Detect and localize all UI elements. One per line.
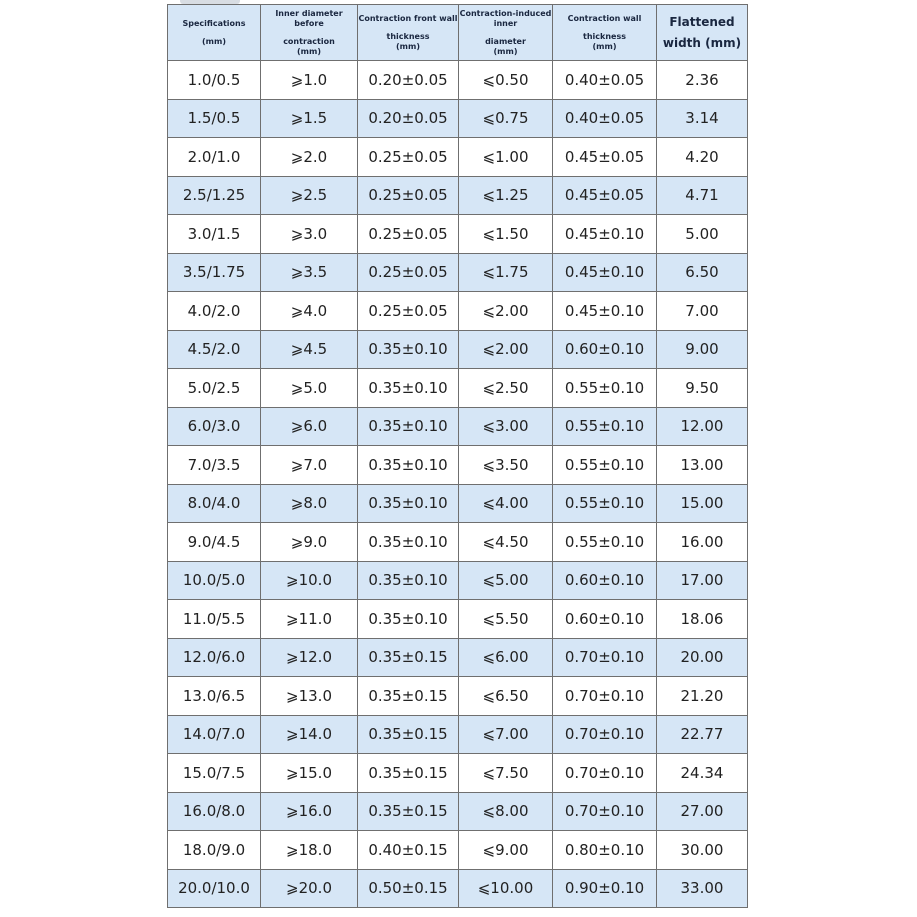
cell-wall-thickness: 0.55±0.10: [553, 484, 657, 523]
cell-front-wall-thickness: 0.25±0.05: [358, 138, 459, 177]
cell-front-wall-thickness: 0.20±0.05: [358, 61, 459, 100]
cell-flattened-width: 20.00: [657, 638, 748, 677]
cell-induced-inner-diameter: ⩽2.50: [459, 369, 553, 408]
cell-inner-diameter-before: ⩾2.0: [261, 138, 358, 177]
cell-front-wall-thickness: 0.35±0.10: [358, 561, 459, 600]
cell-inner-diameter-before: ⩾8.0: [261, 484, 358, 523]
table-row: [168, 831, 748, 870]
cell-flattened-width: 3.14: [657, 99, 748, 138]
cell-inner-diameter-before: ⩾13.0: [261, 677, 358, 716]
cell-wall-thickness: 0.55±0.10: [553, 446, 657, 485]
cell-induced-inner-diameter: ⩽5.00: [459, 561, 553, 600]
cell-flattened-width: 22.77: [657, 715, 748, 754]
table-row: [168, 715, 748, 754]
cell-flattened-width: 4.20: [657, 138, 748, 177]
table-header: [168, 5, 748, 61]
cell-induced-inner-diameter: ⩽3.50: [459, 446, 553, 485]
cell-specification: 20.0/10.0: [168, 869, 261, 908]
cell-inner-diameter-before: ⩾3.0: [261, 215, 358, 254]
cell-induced-inner-diameter: ⩽9.00: [459, 831, 553, 870]
cell-flattened-width: 16.00: [657, 523, 748, 562]
cell-specification: 10.0/5.0: [168, 561, 261, 600]
cell-flattened-width: 7.00: [657, 292, 748, 331]
cell-inner-diameter-before: ⩾1.0: [261, 61, 358, 100]
cell-specification: 8.0/4.0: [168, 484, 261, 523]
cell-wall-thickness: 0.55±0.10: [553, 369, 657, 408]
cell-specification: 1.5/0.5: [168, 99, 261, 138]
cell-flattened-width: 30.00: [657, 831, 748, 870]
table-row: [168, 215, 748, 254]
specification-table: [167, 4, 748, 908]
cell-wall-thickness: 0.40±0.05: [553, 99, 657, 138]
table-row: [168, 138, 748, 177]
cell-flattened-width: 21.20: [657, 677, 748, 716]
cell-front-wall-thickness: 0.40±0.15: [358, 831, 459, 870]
cell-front-wall-thickness: 0.35±0.15: [358, 715, 459, 754]
table-row: [168, 330, 748, 369]
cell-flattened-width: 17.00: [657, 561, 748, 600]
cell-wall-thickness: 0.45±0.10: [553, 253, 657, 292]
cell-inner-diameter-before: ⩾9.0: [261, 523, 358, 562]
table-row: [168, 792, 748, 831]
cell-flattened-width: 15.00: [657, 484, 748, 523]
cell-specification: 13.0/6.5: [168, 677, 261, 716]
cell-induced-inner-diameter: ⩽5.50: [459, 600, 553, 639]
cell-specification: 2.5/1.25: [168, 176, 261, 215]
cell-induced-inner-diameter: ⩽7.50: [459, 754, 553, 793]
cell-induced-inner-diameter: ⩽0.75: [459, 99, 553, 138]
cell-wall-thickness: 0.70±0.10: [553, 754, 657, 793]
cell-wall-thickness: 0.60±0.10: [553, 330, 657, 369]
cell-wall-thickness: 0.70±0.10: [553, 677, 657, 716]
table-row: [168, 253, 748, 292]
cell-front-wall-thickness: 0.35±0.10: [358, 446, 459, 485]
table-row: [168, 561, 748, 600]
cell-flattened-width: 9.00: [657, 330, 748, 369]
cell-specification: 14.0/7.0: [168, 715, 261, 754]
cell-specification: 1.0/0.5: [168, 61, 261, 100]
header-row: [168, 5, 748, 61]
header-induced-inner-diameter: Contraction-induced inner diameter (mm): [459, 5, 553, 61]
cell-flattened-width: 18.06: [657, 600, 748, 639]
cell-front-wall-thickness: 0.20±0.05: [358, 99, 459, 138]
cell-inner-diameter-before: ⩾2.5: [261, 176, 358, 215]
cell-flattened-width: 13.00: [657, 446, 748, 485]
cell-specification: 9.0/4.5: [168, 523, 261, 562]
cell-front-wall-thickness: 0.25±0.05: [358, 253, 459, 292]
cell-flattened-width: 2.36: [657, 61, 748, 100]
cell-wall-thickness: 0.40±0.05: [553, 61, 657, 100]
cell-inner-diameter-before: ⩾3.5: [261, 253, 358, 292]
table-row: [168, 754, 748, 793]
cell-front-wall-thickness: 0.35±0.10: [358, 484, 459, 523]
cell-induced-inner-diameter: ⩽2.00: [459, 292, 553, 331]
cell-wall-thickness: 0.70±0.10: [553, 638, 657, 677]
cell-specification: 7.0/3.5: [168, 446, 261, 485]
cell-flattened-width: 9.50: [657, 369, 748, 408]
cell-induced-inner-diameter: ⩽1.50: [459, 215, 553, 254]
cell-induced-inner-diameter: ⩽6.50: [459, 677, 553, 716]
cell-inner-diameter-before: ⩾4.0: [261, 292, 358, 331]
cell-inner-diameter-before: ⩾18.0: [261, 831, 358, 870]
cell-front-wall-thickness: 0.50±0.15: [358, 869, 459, 908]
cell-flattened-width: 24.34: [657, 754, 748, 793]
cell-front-wall-thickness: 0.35±0.15: [358, 792, 459, 831]
cell-front-wall-thickness: 0.25±0.05: [358, 292, 459, 331]
cell-inner-diameter-before: ⩾6.0: [261, 407, 358, 446]
header-wall-thickness: Contraction wall thickness (mm): [553, 5, 657, 61]
cell-flattened-width: 4.71: [657, 176, 748, 215]
cell-induced-inner-diameter: ⩽1.00: [459, 138, 553, 177]
table-row: [168, 176, 748, 215]
cell-wall-thickness: 0.80±0.10: [553, 831, 657, 870]
cell-inner-diameter-before: ⩾4.5: [261, 330, 358, 369]
table-row: [168, 638, 748, 677]
cell-specification: 16.0/8.0: [168, 792, 261, 831]
cell-wall-thickness: 0.70±0.10: [553, 715, 657, 754]
cell-inner-diameter-before: ⩾15.0: [261, 754, 358, 793]
header-front-wall-thickness: Contraction front wall thickness (mm): [358, 5, 459, 61]
cell-wall-thickness: 0.55±0.10: [553, 523, 657, 562]
cell-wall-thickness: 0.45±0.10: [553, 215, 657, 254]
cell-specification: 3.5/1.75: [168, 253, 261, 292]
cell-induced-inner-diameter: ⩽1.25: [459, 176, 553, 215]
cell-induced-inner-diameter: ⩽10.00: [459, 869, 553, 908]
table-row: [168, 523, 748, 562]
table-row: [168, 407, 748, 446]
header-flattened-width: Flattened width (mm): [657, 5, 748, 61]
cell-induced-inner-diameter: ⩽2.00: [459, 330, 553, 369]
table-row: [168, 484, 748, 523]
cell-specification: 6.0/3.0: [168, 407, 261, 446]
table-row: [168, 446, 748, 485]
cell-flattened-width: 6.50: [657, 253, 748, 292]
cell-wall-thickness: 0.60±0.10: [553, 600, 657, 639]
cell-induced-inner-diameter: ⩽3.00: [459, 407, 553, 446]
table-row: [168, 869, 748, 908]
cell-induced-inner-diameter: ⩽4.50: [459, 523, 553, 562]
table-body: [168, 61, 748, 908]
cell-flattened-width: 5.00: [657, 215, 748, 254]
cell-specification: 5.0/2.5: [168, 369, 261, 408]
table-row: [168, 292, 748, 331]
cell-specification: 12.0/6.0: [168, 638, 261, 677]
table-row: [168, 99, 748, 138]
cell-front-wall-thickness: 0.35±0.15: [358, 677, 459, 716]
cell-front-wall-thickness: 0.35±0.15: [358, 638, 459, 677]
cell-front-wall-thickness: 0.35±0.10: [358, 523, 459, 562]
cell-inner-diameter-before: ⩾12.0: [261, 638, 358, 677]
cell-inner-diameter-before: ⩾16.0: [261, 792, 358, 831]
cell-wall-thickness: 0.70±0.10: [553, 792, 657, 831]
cell-induced-inner-diameter: ⩽7.00: [459, 715, 553, 754]
header-specifications: Specifications (mm): [168, 5, 261, 61]
cell-induced-inner-diameter: ⩽4.00: [459, 484, 553, 523]
cell-wall-thickness: 0.90±0.10: [553, 869, 657, 908]
cell-induced-inner-diameter: ⩽1.75: [459, 253, 553, 292]
cell-front-wall-thickness: 0.35±0.10: [358, 407, 459, 446]
cell-induced-inner-diameter: ⩽0.50: [459, 61, 553, 100]
cell-wall-thickness: 0.45±0.05: [553, 138, 657, 177]
table-row: [168, 61, 748, 100]
cell-induced-inner-diameter: ⩽6.00: [459, 638, 553, 677]
cell-front-wall-thickness: 0.25±0.05: [358, 215, 459, 254]
cell-specification: 11.0/5.5: [168, 600, 261, 639]
cell-inner-diameter-before: ⩾20.0: [261, 869, 358, 908]
header-inner-diameter-before: Inner diameter before contraction (mm): [261, 5, 358, 61]
cell-front-wall-thickness: 0.35±0.10: [358, 369, 459, 408]
cell-inner-diameter-before: ⩾5.0: [261, 369, 358, 408]
table-row: [168, 677, 748, 716]
cell-flattened-width: 27.00: [657, 792, 748, 831]
cell-flattened-width: 12.00: [657, 407, 748, 446]
cell-specification: 18.0/9.0: [168, 831, 261, 870]
cell-wall-thickness: 0.60±0.10: [553, 561, 657, 600]
cell-wall-thickness: 0.45±0.05: [553, 176, 657, 215]
cell-wall-thickness: 0.55±0.10: [553, 407, 657, 446]
cell-inner-diameter-before: ⩾14.0: [261, 715, 358, 754]
cell-specification: 15.0/7.5: [168, 754, 261, 793]
cell-wall-thickness: 0.45±0.10: [553, 292, 657, 331]
cell-front-wall-thickness: 0.35±0.15: [358, 754, 459, 793]
table-row: [168, 369, 748, 408]
cell-inner-diameter-before: ⩾1.5: [261, 99, 358, 138]
cell-specification: 4.5/2.0: [168, 330, 261, 369]
cell-front-wall-thickness: 0.35±0.10: [358, 330, 459, 369]
cell-front-wall-thickness: 0.25±0.05: [358, 176, 459, 215]
cell-inner-diameter-before: ⩾10.0: [261, 561, 358, 600]
cell-inner-diameter-before: ⩾11.0: [261, 600, 358, 639]
cell-specification: 4.0/2.0: [168, 292, 261, 331]
cell-flattened-width: 33.00: [657, 869, 748, 908]
cell-inner-diameter-before: ⩾7.0: [261, 446, 358, 485]
cell-front-wall-thickness: 0.35±0.10: [358, 600, 459, 639]
table-row: [168, 600, 748, 639]
cell-induced-inner-diameter: ⩽8.00: [459, 792, 553, 831]
cell-specification: 2.0/1.0: [168, 138, 261, 177]
cell-specification: 3.0/1.5: [168, 215, 261, 254]
